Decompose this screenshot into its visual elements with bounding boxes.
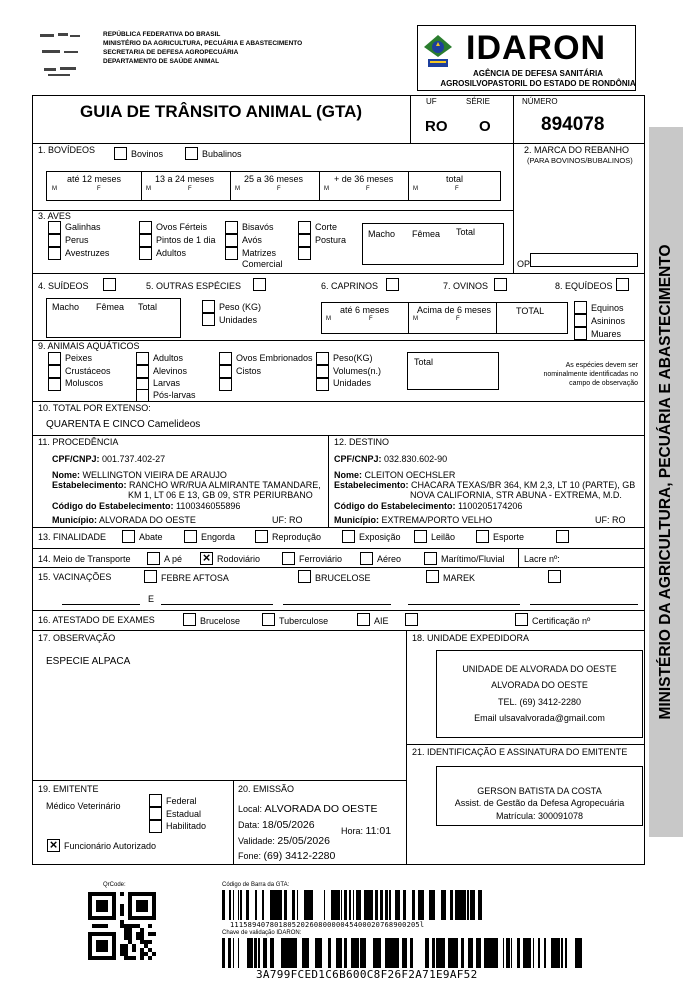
cpf-label: CPF/CNPJ: (52, 454, 100, 464)
aquaticos-option: Moluscos (65, 378, 104, 388)
assinatura-matricula: Matrícula: 300091078 (495, 811, 584, 821)
destino-mun-row (334, 515, 492, 526)
observacao-label: 17. OBSERVAÇÃO (38, 633, 116, 643)
finalidade-option: Engorda (201, 532, 236, 542)
transporte-option: A pé (164, 554, 183, 564)
finalidade-checkbox[interactable] (556, 530, 569, 543)
aquaticos-checkbox[interactable] (316, 352, 329, 365)
m-label: M (324, 186, 329, 192)
emissao-data-row (238, 819, 315, 831)
gov-line: DEPARTAMENTO DE SAÚDE ANIMAL (103, 58, 220, 65)
aves-checkbox[interactable] (48, 221, 61, 234)
aquaticos-checkbox[interactable] (48, 378, 61, 391)
m-label: M (326, 316, 331, 322)
unidades-label: Unidades (219, 315, 258, 325)
transporte-option: Aéreo (377, 554, 402, 564)
fone-label: Fone: (238, 851, 262, 861)
aves-option: Comercial (242, 259, 283, 269)
aquaticos-option: Adultos (153, 353, 184, 363)
nome-label: Nome: (334, 470, 363, 480)
aves-option: Bisavós (242, 222, 274, 232)
transporte-option: Marítimo/Fluvial (441, 554, 505, 564)
numero-label: NÚMERO (522, 97, 558, 106)
brazil-coat-of-arms (38, 30, 83, 82)
mun-label: Município: (52, 515, 97, 525)
aves-checkbox[interactable] (298, 234, 311, 247)
total-extenso-label: 10. TOTAL POR EXTENSO: (38, 403, 151, 413)
ovinos-label: 7. OVINOS (443, 281, 489, 291)
finalidade-checkbox[interactable] (476, 530, 489, 543)
aquaticos-checkbox[interactable] (136, 365, 149, 378)
finalidade-checkbox[interactable] (122, 530, 135, 543)
agency-line-2: AGROSILVOPASTORIL DO ESTADO DE RONDÔNIA (440, 79, 636, 88)
hora-value: 11:01 (365, 825, 392, 837)
aquaticos-option: Peixes (65, 353, 93, 363)
aquaticos-option: Peso(KG) (333, 353, 373, 363)
m-label: M (52, 186, 57, 192)
op-label: OP (517, 259, 531, 269)
aves-option: Avós (242, 235, 262, 245)
total-label: TOTAL (516, 306, 545, 316)
aves-checkbox[interactable] (225, 247, 238, 260)
emissao-validade-row (238, 835, 330, 847)
vacina-e-label: E (148, 594, 155, 604)
suideos-label: 4. SUÍDEOS (38, 281, 89, 291)
total-extenso-value: QUARENTA E CINCO Camelideos (46, 419, 201, 430)
exame-checkbox[interactable] (183, 613, 196, 626)
age-header: 25 a 36 meses (244, 174, 304, 184)
f-label: F (188, 186, 192, 192)
finalidade-option: Abate (139, 532, 163, 542)
equideo-option: Asininos (591, 316, 626, 326)
finalidade-option: Exposição (359, 532, 401, 542)
cod-label: Código do Estabelecimento: (52, 501, 174, 511)
data-value: 18/05/2026 (262, 819, 315, 831)
estab-value: RANCHO WR/RUA ALMIRANTE TAMANDARE, (129, 480, 321, 490)
aves-checkbox[interactable] (225, 234, 238, 247)
bubalinos-checkbox[interactable] (185, 147, 198, 160)
emissao-label: 20. EMISSÃO (238, 784, 295, 794)
serie-label: SÉRIE (466, 97, 491, 106)
vacina-option: FEBRE AFTOSA (161, 573, 229, 583)
age-header: Acima de 6 meses (417, 305, 492, 315)
emissao-hora-row (341, 825, 391, 837)
transporte-checkbox[interactable] (360, 552, 373, 565)
local-value: ALVORADA DO OESTE (264, 803, 378, 815)
aquaticos-note: As espécies devem ser nominalmente identificadas no campo de observação (543, 362, 638, 387)
unidades-checkbox[interactable] (202, 313, 215, 326)
m-label: M (235, 186, 240, 192)
local-label: Local: (238, 804, 263, 814)
aves-option: Galinhas (65, 222, 101, 232)
idaron-logo-icon (422, 33, 454, 71)
transporte-option: Rodoviário (217, 554, 261, 564)
aves-option: Ovos Férteis (156, 222, 208, 232)
uf-label: UF (426, 97, 437, 106)
rodoviario-checkbox-checked[interactable]: × (200, 552, 213, 565)
destino-cod-row (334, 501, 522, 512)
gov-line: MINISTÉRIO DA AGRICULTURA, PECUÁRIA E ABASTECIMENTO (103, 40, 303, 47)
aquaticos-option: Cistos (236, 366, 262, 376)
peso-label: Peso (KG) (219, 302, 262, 312)
bubalinos-label: Bubalinos (202, 149, 242, 159)
mun-value: EXTREMA/PORTO VELHO (381, 515, 493, 525)
asininos-checkbox[interactable] (574, 314, 587, 327)
transporte-checkbox[interactable] (147, 552, 160, 565)
cpf-value: 001.737.402-27 (102, 454, 166, 464)
mun-value: ALVORADA DO OESTE (99, 515, 196, 525)
peso-checkbox[interactable] (202, 300, 215, 313)
aves-checkbox[interactable] (139, 247, 152, 260)
emissao-local-row (238, 803, 378, 815)
aves-checkbox[interactable] (298, 221, 311, 234)
ovinos-checkbox[interactable] (494, 278, 507, 291)
total-label: Total (138, 302, 158, 312)
serie-value: O (479, 118, 491, 135)
exame-checkbox[interactable] (357, 613, 370, 626)
age-header: total (446, 174, 464, 184)
emissao-fone-row (238, 850, 335, 862)
aves-checkbox[interactable] (48, 234, 61, 247)
bovinos-checkbox[interactable] (114, 147, 127, 160)
finalidade-checkbox[interactable] (342, 530, 355, 543)
medico-label: Médico Veterinário (46, 801, 121, 811)
numero-value: 894078 (541, 114, 605, 135)
finalidade-checkbox[interactable] (414, 530, 427, 543)
cpf-label: CPF/CNPJ: (334, 454, 382, 464)
uf-value: UF: RO (595, 515, 626, 525)
aquaticos-option: Unidades (333, 378, 372, 388)
estab-label: Estabelecimento: (52, 480, 127, 490)
uf-value: UF: RO (272, 515, 303, 525)
gov-line: REPÚBLICA FEDERATIVA DO BRASIL (103, 31, 221, 38)
chave-label: Chave de validação IDARON: (222, 930, 302, 936)
bovideos-label: 1. BOVÍDEOS (38, 145, 96, 155)
exame-checkbox[interactable] (262, 613, 275, 626)
chave-value: 3A799FCED1C6B600C8F26F2A71E9AF52 (256, 968, 478, 981)
vacina-option: BRUCELOSE (315, 573, 371, 583)
aquaticos-checkbox[interactable] (48, 365, 61, 378)
vacina-checkbox[interactable] (144, 570, 157, 583)
hora-label: Hora: (341, 826, 364, 836)
macho-label: Macho (368, 229, 396, 239)
aves-checkbox[interactable] (225, 221, 238, 234)
brand-name: IDARON (466, 29, 607, 67)
aquaticos-option: Crustáceos (65, 366, 111, 376)
aves-checkbox[interactable] (139, 221, 152, 234)
emitente-label: 19. EMITENTE (38, 784, 99, 794)
f-label: F (369, 316, 373, 322)
aves-option: Matrizes (242, 248, 277, 258)
aquaticos-label: 9. ANIMAIS AQUÁTICOS (38, 341, 140, 351)
procedencia-cpf-row (52, 454, 165, 465)
transporte-option: Ferroviário (299, 554, 343, 564)
qrcode-label: QrCode: (103, 882, 126, 888)
m-label: M (413, 186, 418, 192)
aquaticos-checkbox[interactable] (219, 365, 232, 378)
cod-value: 1100346055896 (176, 501, 241, 511)
caprinos-checkbox[interactable] (386, 278, 399, 291)
destino-cpf-row (334, 454, 447, 465)
emitente-option: Habilitado (166, 821, 207, 831)
estab-value-2: NOVA CALIFORNIA, STR ABUNA - EXTREMA, M.D. (410, 490, 622, 500)
data-label: Data: (238, 820, 260, 830)
emitente-checkbox[interactable] (149, 807, 162, 820)
aves-option: Avestruzes (65, 248, 110, 258)
finalidade-checkbox[interactable] (255, 530, 268, 543)
exame-option: Brucelose (200, 616, 241, 626)
procedencia-mun-row (52, 515, 196, 526)
gov-line: SECRETARIA DE DEFESA AGROPECUÁRIA (103, 49, 239, 56)
expedidora-line: Email ulsavalvorada@gmail.com (474, 713, 605, 723)
estab-label: Estabelecimento: (334, 480, 409, 490)
equideos-checkbox[interactable] (616, 278, 629, 291)
certificacao-label: Certificação nº (532, 616, 591, 626)
estab-value: CHACARA TEXAS/BR 364, KM 2,3, LT 10 (PARTE), GB (411, 480, 636, 490)
transporte-checkbox[interactable] (424, 552, 437, 565)
cod-value: 1100205174206 (458, 501, 523, 511)
equideo-option: Muares (591, 329, 622, 339)
vertical-ministry-text: MINISTÉRIO DA AGRICULTURA, PECUÁRIA E ABASTECIMENTO (657, 244, 674, 720)
transporte-checkbox[interactable] (282, 552, 295, 565)
exame-checkbox[interactable] (405, 613, 418, 626)
outras-checkbox[interactable] (253, 278, 266, 291)
f-label: F (97, 186, 101, 192)
m-label: M (146, 186, 151, 192)
observacao-value: ESPECIE ALPACA (46, 656, 131, 667)
f-label: F (277, 186, 281, 192)
procedencia-label: 11. PROCEDÊNCIA (38, 437, 119, 447)
gov-header (103, 30, 302, 66)
aquaticos-checkbox[interactable] (48, 352, 61, 365)
exame-option: AIE (374, 616, 389, 626)
aves-option: Adultos (156, 248, 187, 258)
aquaticos-checkbox[interactable] (316, 378, 329, 391)
barcode-digits: 1115894078018052026080000045400020768900205l (230, 921, 425, 929)
finalidade-checkbox[interactable] (184, 530, 197, 543)
qrcode-image[interactable] (88, 892, 156, 960)
expedidora-label: 18. UNIDADE EXPEDIDORA (412, 633, 530, 643)
m-label: M (413, 316, 418, 322)
certificacao-checkbox[interactable] (515, 613, 528, 626)
exames-label: 16. ATESTADO DE EXAMES (38, 615, 155, 625)
emitente-checkbox[interactable] (149, 794, 162, 807)
validade-label: Validade: (238, 836, 275, 846)
muares-checkbox[interactable] (574, 327, 587, 340)
vacina-checkbox[interactable] (298, 570, 311, 583)
marca-rebanho-label: 2. MARCA DO REBANHO (524, 145, 630, 155)
funcionario-checkbox-checked[interactable]: × (47, 839, 60, 852)
aquaticos-checkbox[interactable] (219, 378, 232, 391)
total-label: Total (456, 227, 476, 237)
caprinos-label: 6. CAPRINOS (321, 281, 379, 291)
funcionario-label: Funcionário Autorizado (64, 841, 157, 851)
estab-value-2: KM 1, LT 06 E 13, GB 09, STR PERIURBANO (128, 490, 313, 500)
nome-value: CLEITON OECHSLER (364, 470, 456, 480)
emitente-option: Estadual (166, 809, 202, 819)
uf-value: RO (425, 118, 448, 135)
finalidade-option: Leilão (431, 532, 456, 542)
op-field[interactable] (530, 253, 638, 267)
aquaticos-option: Pós-larvas (153, 390, 196, 400)
finalidade-option: Esporte (493, 532, 525, 542)
destino-label: 12. DESTINO (334, 437, 390, 447)
expedidora-line: TEL. (69) 3412-2280 (497, 697, 582, 707)
chave-barcode (222, 938, 582, 968)
aquaticos-option: Larvas (153, 378, 181, 388)
aquaticos-checkbox[interactable] (136, 352, 149, 365)
expedidora-line: UNIDADE DE ALVORADA DO OESTE (462, 664, 617, 674)
outras-label: 5. OUTRAS ESPÉCIES (146, 281, 242, 291)
emitente-option: Federal (166, 796, 197, 806)
aquaticos-checkbox[interactable] (219, 352, 232, 365)
aves-checkbox[interactable] (139, 234, 152, 247)
femea-label: Fêmea (96, 302, 125, 312)
finalidade-label: 13. FINALIDADE (38, 532, 107, 542)
cpf-value: 032.830.602-90 (384, 454, 448, 464)
aves-checkbox[interactable] (48, 247, 61, 260)
barcode-label: Código de Barra da GTA: (222, 882, 290, 888)
bovinos-label: Bovinos (131, 149, 164, 159)
aquaticos-checkbox[interactable] (316, 365, 329, 378)
validade-value: 25/05/2026 (277, 835, 330, 847)
f-label: F (455, 186, 459, 192)
assinatura-role: Assist. de Gestão da Defesa Agropecuária (454, 798, 625, 808)
f-label: F (366, 186, 370, 192)
assinatura-name: GERSON BATISTA DA COSTA (477, 786, 602, 796)
vacina-checkbox[interactable] (426, 570, 439, 583)
emitente-checkbox[interactable] (149, 820, 162, 833)
age-header: 13 a 24 meses (155, 174, 215, 184)
aves-option: Corte (315, 222, 338, 232)
procedencia-cod-row (52, 501, 240, 512)
exame-option: Tuberculose (279, 616, 329, 626)
nome-label: Nome: (52, 470, 81, 480)
aves-option: Perus (65, 235, 89, 245)
age-header: até 12 meses (67, 174, 122, 184)
aquaticos-option: Ovos Embrionados (236, 353, 313, 363)
equinos-checkbox[interactable] (574, 301, 587, 314)
total-label: Total (414, 357, 434, 367)
marca-rebanho-sub: (PARA BOVINOS/BUBALINOS) (527, 156, 633, 165)
equideo-option: Equinos (591, 303, 624, 313)
vacina-checkbox[interactable] (548, 570, 561, 583)
aves-label: 3. AVES (38, 211, 71, 221)
vacina-option: MAREK (443, 573, 476, 583)
agency-line-1: AGÊNCIA DE DEFESA SANITÁRIA (472, 69, 604, 78)
finalidade-option: Reprodução (272, 532, 322, 542)
page-title: GUIA DE TRÂNSITO ANIMAL (GTA) (80, 102, 363, 121)
aves-checkbox[interactable] (298, 247, 311, 260)
lacre-label: Lacre nº: (524, 554, 560, 564)
aves-option: Postura (315, 235, 347, 245)
femea-label: Fêmea (412, 229, 441, 239)
age-header: + de 36 meses (334, 174, 394, 184)
aves-option: Pintos de 1 dia (156, 235, 216, 245)
transporte-label: 14. Meio de Transporte (38, 554, 131, 564)
equideos-label: 8. EQUÍDEOS (555, 281, 613, 291)
aquaticos-option: Volumes(n.) (333, 366, 382, 376)
age-header: até 6 meses (340, 305, 390, 315)
suideos-checkbox[interactable] (103, 278, 116, 291)
vacinacoes-label: 15. VACINAÇÕES (38, 572, 112, 582)
nome-value: WELLINGTON VIEIRA DE ARAUJO (82, 470, 227, 480)
mun-label: Município: (334, 515, 379, 525)
gta-barcode (222, 890, 482, 920)
macho-label: Macho (52, 302, 80, 312)
f-label: F (456, 316, 460, 322)
assinatura-label: 21. IDENTIFICAÇÃO E ASSINATURA DO EMITENTE (412, 747, 628, 757)
cod-label: Código do Estabelecimento: (334, 501, 456, 511)
aquaticos-option: Alevinos (153, 366, 188, 376)
expedidora-line: ALVORADA DO OESTE (491, 680, 588, 690)
fone-value: (69) 3412-2280 (263, 850, 336, 862)
